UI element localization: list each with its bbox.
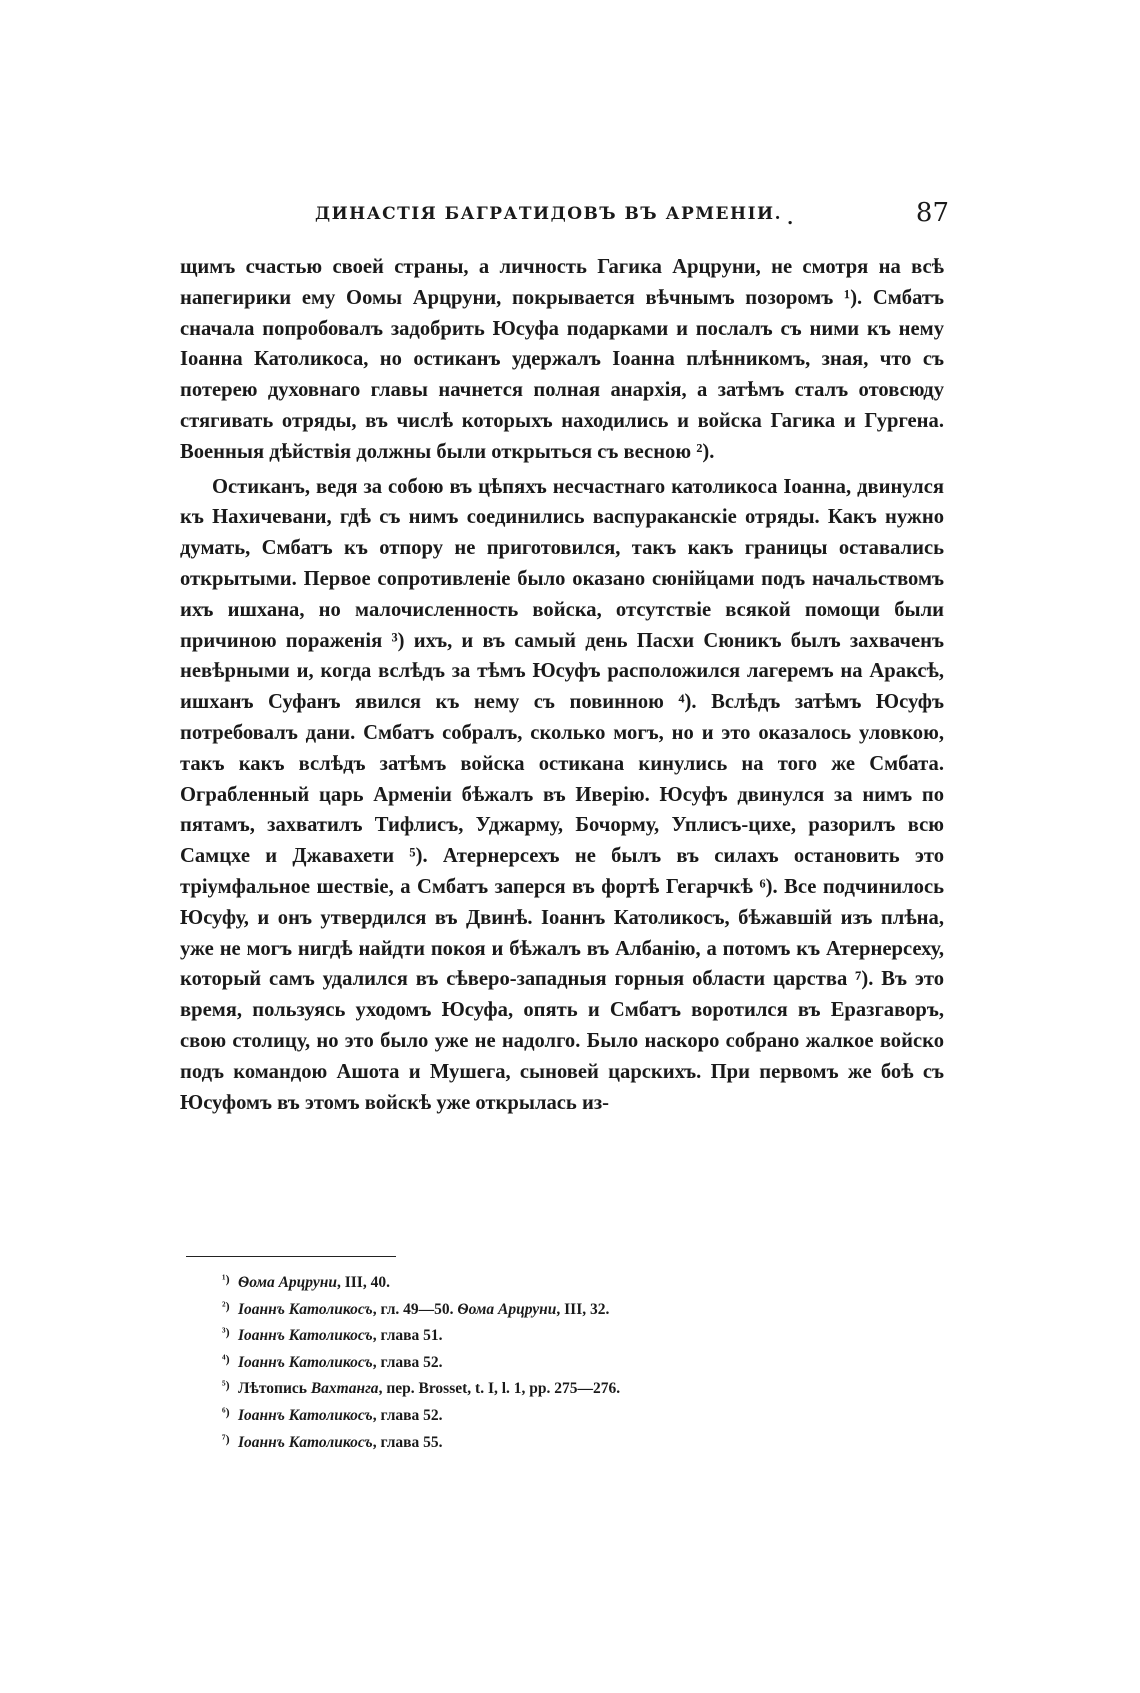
footnote-ref-2: , III, 32. <box>556 1300 610 1318</box>
footnote-2 <box>222 1295 922 1322</box>
footnote-marker: ³) <box>222 1325 230 1340</box>
footnote-source-2: Ѳома Арцруни <box>457 1300 557 1318</box>
footnote-3 <box>222 1321 922 1348</box>
footnote-7 <box>222 1428 922 1455</box>
footnote-source: Вахтанга <box>310 1380 379 1398</box>
footnote-marker: ⁴) <box>222 1351 230 1366</box>
footnote-divider <box>186 1256 396 1257</box>
footnote-ref: , глава 51. <box>372 1327 443 1345</box>
footnote-4 <box>222 1348 922 1375</box>
footnote-ref: , глава 52. <box>372 1406 443 1424</box>
footnote-ref: , глава 52. <box>372 1353 443 1371</box>
footnote-source: Іоаннъ Католикосъ <box>238 1327 373 1345</box>
footnote-5 <box>222 1374 922 1401</box>
footnote-source: Ѳома Арцруни <box>238 1274 337 1291</box>
footnote-ref: , пер. Brosset, t. I, l. 1, pp. 275—276. <box>378 1380 621 1398</box>
paragraph-1: щимъ счастью своей страны, а личность Гагика Арцруни, не смотря на всѣ напегирики ему Оомы Арцруни, покрывается вѣчнымъ позоромъ ¹). Смбатъ сначала попробовалъ задобрить Юсуфа подарками и послалъ съ ними къ нему Іоанна Католикоса, но остиканъ удержалъ Іоанна плѣнникомъ, зная, что съ потерею духовнаго главы начнется полная анархія, а затѣмъ сталъ отовсюду стягивать отряды, въ числѣ которыхъ находились и войска Гагика и Гургена. Военныя дѣйствія должны были открыться съ весною ²). <box>180 256 944 463</box>
footnote-marker: ⁷) <box>222 1431 230 1446</box>
footnote-1 <box>222 1268 922 1295</box>
footnote-marker: ²) <box>222 1298 230 1313</box>
footnote-ref: , гл. 49—50. <box>372 1300 458 1318</box>
page-number: 87 <box>915 198 949 228</box>
running-title: ДИНАСТІЯ БАГРАТИДОВЪ ВЪ АРМЕНІИ. <box>315 204 782 224</box>
footnote-source: Іоаннъ Католикосъ <box>238 1353 373 1371</box>
footnote-ref: , глава 55. <box>372 1433 443 1451</box>
header-mark: . <box>787 208 794 229</box>
footnote-6 <box>222 1401 922 1428</box>
footnote-ref: , III, 40. <box>336 1274 390 1291</box>
footnote-marker: ¹) <box>222 1272 230 1286</box>
footnote-source: Іоаннъ Католикосъ <box>238 1406 373 1424</box>
body-text <box>180 252 944 1118</box>
page-header <box>175 198 955 238</box>
footnote-prefix: Лѣтопись <box>238 1380 311 1398</box>
footnote-source: Іоаннъ Католикосъ <box>238 1300 373 1318</box>
footnote-marker: ⁵) <box>222 1378 230 1393</box>
footnote-marker: ⁶) <box>222 1404 230 1419</box>
paragraph-2: Остиканъ, ведя за собою въ цѣпяхъ несчастнаго католикоса Іоанна, двинулся къ Нахичевани, гдѣ съ нимъ соединились васпураканскіе отряды. Какъ нужно думать, Смбатъ къ отпору не приготовился, такъ какъ границы оставались открытыми. Первое сопротивленіе было оказано сюнійцами подъ начальствомъ ихъ ишхана, но малочисленность войска, отсутствіе всякой помощи были причиною пораженія ³) ихъ, и въ самый день Пасхи Сюникъ былъ захваченъ невѣрными и, когда вслѣдъ за тѣмъ Юсуфъ расположился лагеремъ на Араксѣ, ишханъ Суфанъ явился къ нему съ повинною ⁴). Вслѣдъ затѣмъ Юсуфъ потребовалъ дани. Смбатъ собралъ, сколько могъ, но и это оказалось уловкою, такъ какъ вслѣдъ затѣмъ войска остикана кинулись на того же Смбата. Ограбленный царь Арменіи бѣжалъ въ Иверію. Юсуфъ двинулся за нимъ по пятамъ, захватилъ Тифлисъ, Уджарму, Бочорму, Уплисъ-цихе, разорилъ всю Самцхе и Джавахети ⁵). Атернерсехъ не былъ въ силахъ остановить это тріумфальное шествіе, а Смбатъ заперся въ фортѣ Гегарчкѣ ⁶). Все подчинилось Юсуфу, и онъ утвердился въ Двинѣ. Іоаннъ Католикосъ, бѣжавшій изъ плѣна, уже не могъ нигдѣ найдти покоя и бѣжалъ въ Албанію, а потомъ къ Атернерсеху, который самъ удалился въ сѣверо-западныя горныя области царства ⁷). Въ это время, пользуясь уходомъ Юсуфа, опять и Смбатъ воротился въ Еразгаворъ, свою столицу, но это было уже не надолго. Было наскоро собрано жалкое войско подъ командою Ашота и Мушега, сыновей царскихъ. При первомъ же боѣ съ Юсуфомъ въ этомъ войскѣ уже открылась из- <box>180 475 944 1114</box>
footnote-source: Іоаннъ Католикосъ <box>238 1433 373 1451</box>
footnotes-list <box>222 1268 922 1454</box>
